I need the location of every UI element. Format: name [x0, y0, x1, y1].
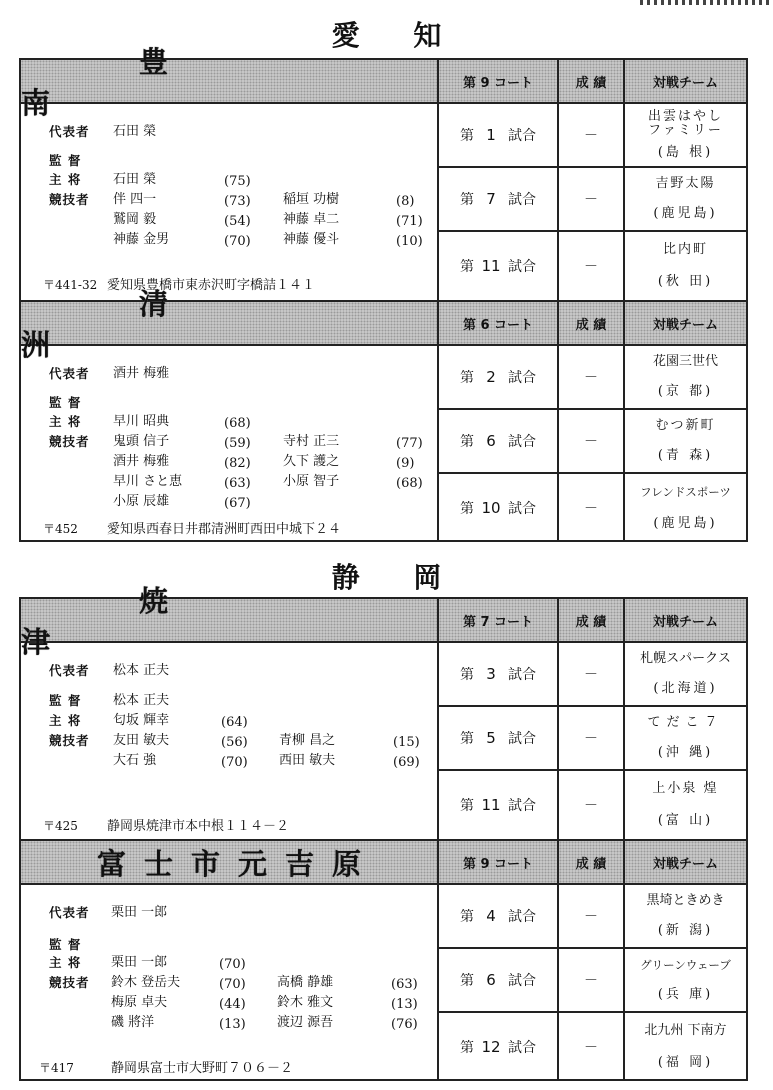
label-shusho: 主 将 — [49, 713, 82, 728]
match-number: 第 3 試合 — [439, 643, 559, 705]
player-name: 酒井 梅雅 — [113, 454, 170, 469]
teams-column — [21, 45, 439, 540]
match-result: － — [559, 1013, 625, 1081]
player-name: 鷲岡 毅 — [113, 212, 157, 227]
match-row — [439, 885, 746, 949]
top-edge-decoration — [640, 0, 773, 5]
player-name: 青柳 昌之 — [279, 733, 336, 748]
captain-name: 早川 昭典 — [113, 414, 170, 429]
label-kantoku: 監 督 — [49, 395, 82, 410]
player-age: (63) — [224, 476, 251, 491]
player-age: (54) — [224, 214, 251, 229]
match-number: 第 12 試合 — [439, 1013, 559, 1081]
match-number: 第 6 試合 — [439, 949, 559, 1011]
player-age: (63) — [391, 977, 418, 992]
opponent-team: フレンドスポーツ (鹿児島) — [640, 484, 731, 532]
opponent-team: 黒埼ときめき (新 潟) — [646, 893, 725, 938]
label-daihyo: 代表者 — [49, 663, 90, 678]
player-name: 梅原 卓夫 — [111, 995, 168, 1010]
captain-name: 栗田 一郎 — [111, 955, 168, 970]
player-age: (44) — [219, 997, 246, 1012]
label-kyogisha: 競技者 — [49, 733, 90, 748]
teams-column — [21, 584, 439, 1079]
player-name: 寺村 正三 — [283, 434, 340, 449]
team-roster — [21, 643, 437, 839]
schedule-header — [439, 841, 746, 885]
result-header: 成 績 — [559, 60, 625, 102]
captain-name: 匂坂 輝幸 — [113, 713, 170, 728]
player-age: (71) — [396, 214, 423, 229]
match-row — [439, 643, 746, 707]
player-name: 久下 護之 — [283, 454, 340, 469]
player-age: (59) — [224, 436, 251, 451]
label-shusho: 主 将 — [49, 955, 82, 970]
match-row — [439, 104, 746, 168]
match-row — [439, 707, 746, 771]
player-name: 高橋 静雄 — [277, 975, 334, 990]
match-row — [439, 771, 746, 839]
representative-name: 石田 榮 — [113, 124, 157, 139]
player-age: (13) — [219, 1017, 246, 1032]
opponent-team: てだこ７ (沖 縄) — [647, 715, 724, 760]
player-name: 小原 辰雄 — [113, 494, 170, 509]
match-number: 第 10 試合 — [439, 474, 559, 542]
player-name: 磯 將洋 — [111, 1015, 155, 1030]
team-name: 富士市元吉原 — [96, 846, 379, 881]
opponent-header: 対戦チーム — [652, 317, 718, 333]
team-name: 清 洲 — [21, 287, 287, 362]
team-card — [21, 841, 437, 1081]
label-shusho: 主 将 — [49, 414, 82, 429]
match-result: － — [559, 474, 625, 542]
match-result: － — [559, 949, 625, 1011]
player-name: 鈴木 雅文 — [277, 995, 334, 1010]
player-name: 早川 さと恵 — [113, 474, 183, 489]
team-address — [43, 518, 341, 537]
opponent-team: 札幌スパークス (北海道) — [640, 651, 731, 696]
prefecture-block — [19, 45, 748, 542]
address-text: 静岡県富士市大野町７０６－２ — [111, 1061, 294, 1076]
postal-code: 〒425 — [43, 819, 78, 833]
match-result: － — [559, 346, 625, 408]
address-text: 愛知県豊橋市東赤沢町字橋詰１４１ — [107, 278, 316, 293]
match-number: 第 1 試合 — [439, 104, 559, 166]
opponent-team: グリーンウェーブ (兵 庫) — [640, 958, 731, 1002]
match-result: － — [559, 104, 625, 166]
team-card — [21, 584, 437, 839]
opponent-header: 対戦チーム — [652, 75, 718, 91]
player-age: (56) — [221, 735, 248, 750]
captain-age: (68) — [224, 416, 251, 431]
schedule-header — [439, 302, 746, 346]
player-age: (70) — [221, 755, 248, 770]
label-kyogisha: 競技者 — [49, 975, 90, 990]
player-age: (8) — [396, 194, 415, 209]
address-text: 静岡県焼津市本中根１１４－２ — [107, 819, 290, 834]
player-name: 鬼頭 信子 — [113, 434, 170, 449]
postal-code: 〒452 — [43, 522, 78, 536]
match-row — [439, 168, 746, 232]
match-result: － — [559, 232, 625, 300]
match-number: 第 11 試合 — [439, 771, 559, 839]
opponent-team: 上小泉 煌 (富 山) — [652, 780, 719, 829]
match-schedule — [439, 841, 746, 1081]
match-row — [439, 410, 746, 474]
prefecture-block — [19, 584, 748, 1081]
result-header: 成 績 — [559, 599, 625, 641]
court-label: 第 9 コート — [439, 60, 559, 102]
player-age: (68) — [396, 476, 423, 491]
opponent-team: 北九州 下南方 (福 岡) — [644, 1022, 727, 1071]
label-kantoku: 監 督 — [49, 153, 82, 168]
match-result: － — [559, 771, 625, 839]
player-name: 友田 敏夫 — [113, 733, 170, 748]
label-kantoku: 監 督 — [49, 937, 82, 952]
team-header — [21, 287, 437, 362]
player-age: (77) — [396, 436, 423, 451]
label-kyogisha: 競技者 — [49, 192, 90, 207]
opponent-header: 対戦チーム — [652, 856, 718, 872]
player-age: (70) — [224, 234, 251, 249]
match-number: 第 11 試合 — [439, 232, 559, 300]
player-age: (10) — [396, 234, 423, 249]
captain-age: (70) — [219, 957, 246, 972]
player-age: (73) — [224, 194, 251, 209]
prefecture-title: 静 岡 — [331, 561, 464, 594]
team-address — [39, 1057, 293, 1076]
team-card — [21, 287, 437, 542]
team-header — [21, 584, 437, 659]
opponent-team: 吉野太陽 (鹿児島) — [653, 176, 718, 221]
captain-age: (75) — [224, 174, 251, 189]
court-label: 第 9 コート — [439, 841, 559, 883]
player-name: 渡辺 源吾 — [277, 1015, 334, 1030]
player-age: (70) — [219, 977, 246, 992]
match-row — [439, 232, 746, 300]
player-age: (15) — [393, 735, 420, 750]
player-name: 神藤 金男 — [113, 232, 170, 247]
player-age: (9) — [396, 456, 415, 471]
match-number: 第 4 試合 — [439, 885, 559, 947]
team-roster — [21, 104, 437, 300]
match-result: － — [559, 885, 625, 947]
coach-name: 松本 正夫 — [113, 693, 170, 708]
representative-name: 酒井 梅雅 — [113, 366, 170, 381]
team-roster — [21, 346, 437, 542]
match-row — [439, 1013, 746, 1081]
postal-code: 〒441-32 — [43, 278, 98, 292]
captain-age: (64) — [221, 715, 248, 730]
representative-name: 栗田 一郎 — [111, 905, 168, 920]
prefecture-title: 愛 知 — [331, 19, 464, 52]
team-address — [43, 815, 289, 834]
player-name: 神藤 優斗 — [283, 232, 340, 247]
match-row — [439, 949, 746, 1013]
team-roster — [21, 885, 437, 1081]
match-number: 第 2 試合 — [439, 346, 559, 408]
court-label: 第 6 コート — [439, 302, 559, 344]
opponent-team: むつ新町 (青 森) — [655, 418, 716, 463]
opponent-team: 花園三世代 (京 都) — [652, 354, 718, 399]
player-age: (67) — [224, 496, 251, 511]
player-age: (82) — [224, 456, 251, 471]
team-header — [21, 841, 437, 885]
schedule-header — [439, 599, 746, 643]
result-header: 成 績 — [559, 302, 625, 344]
schedule-header — [439, 60, 746, 104]
match-result: － — [559, 410, 625, 472]
match-number: 第 7 試合 — [439, 168, 559, 230]
postal-code: 〒417 — [39, 1061, 74, 1075]
player-age: (13) — [391, 997, 418, 1012]
player-name: 神藤 卓二 — [283, 212, 340, 227]
label-kyogisha: 競技者 — [49, 434, 90, 449]
match-schedule — [439, 302, 746, 542]
match-result: － — [559, 168, 625, 230]
label-kantoku: 監 督 — [49, 693, 82, 708]
result-header: 成 績 — [559, 841, 625, 883]
match-row — [439, 474, 746, 542]
court-label: 第 7 コート — [439, 599, 559, 641]
match-number: 第 5 試合 — [439, 707, 559, 769]
captain-name: 石田 榮 — [113, 172, 157, 187]
opponent-team: 比内町 (秋 田) — [657, 241, 714, 290]
label-daihyo: 代表者 — [49, 366, 90, 381]
player-name: 大石 強 — [113, 753, 157, 768]
opponent-team: 出雲はやし ファミリー (島 根) — [647, 108, 723, 161]
player-name: 小原 智子 — [283, 474, 340, 489]
match-row — [439, 346, 746, 410]
player-name: 鈴木 登岳夫 — [111, 975, 181, 990]
player-name: 西田 敏夫 — [279, 753, 336, 768]
representative-name: 松本 正夫 — [113, 663, 170, 678]
opponent-header: 対戦チーム — [652, 614, 718, 630]
label-daihyo: 代表者 — [49, 905, 90, 920]
match-schedule-column — [439, 60, 746, 540]
player-age: (69) — [393, 755, 420, 770]
match-result: － — [559, 643, 625, 705]
match-schedule — [439, 60, 746, 300]
address-text: 愛知県西春日井郡清洲町西田中城下２４ — [107, 522, 342, 537]
team-name: 焼 津 — [21, 584, 287, 659]
label-shusho: 主 将 — [49, 172, 82, 187]
team-name: 豊 南 — [21, 45, 287, 120]
match-schedule-column — [439, 599, 746, 1079]
player-age: (76) — [391, 1017, 418, 1032]
label-daihyo: 代表者 — [49, 124, 90, 139]
match-result: － — [559, 707, 625, 769]
match-number: 第 6 試合 — [439, 410, 559, 472]
player-name: 伴 四一 — [113, 192, 157, 207]
team-card — [21, 45, 437, 300]
team-header — [21, 45, 437, 120]
player-name: 稲垣 功樹 — [283, 192, 340, 207]
match-schedule — [439, 599, 746, 839]
